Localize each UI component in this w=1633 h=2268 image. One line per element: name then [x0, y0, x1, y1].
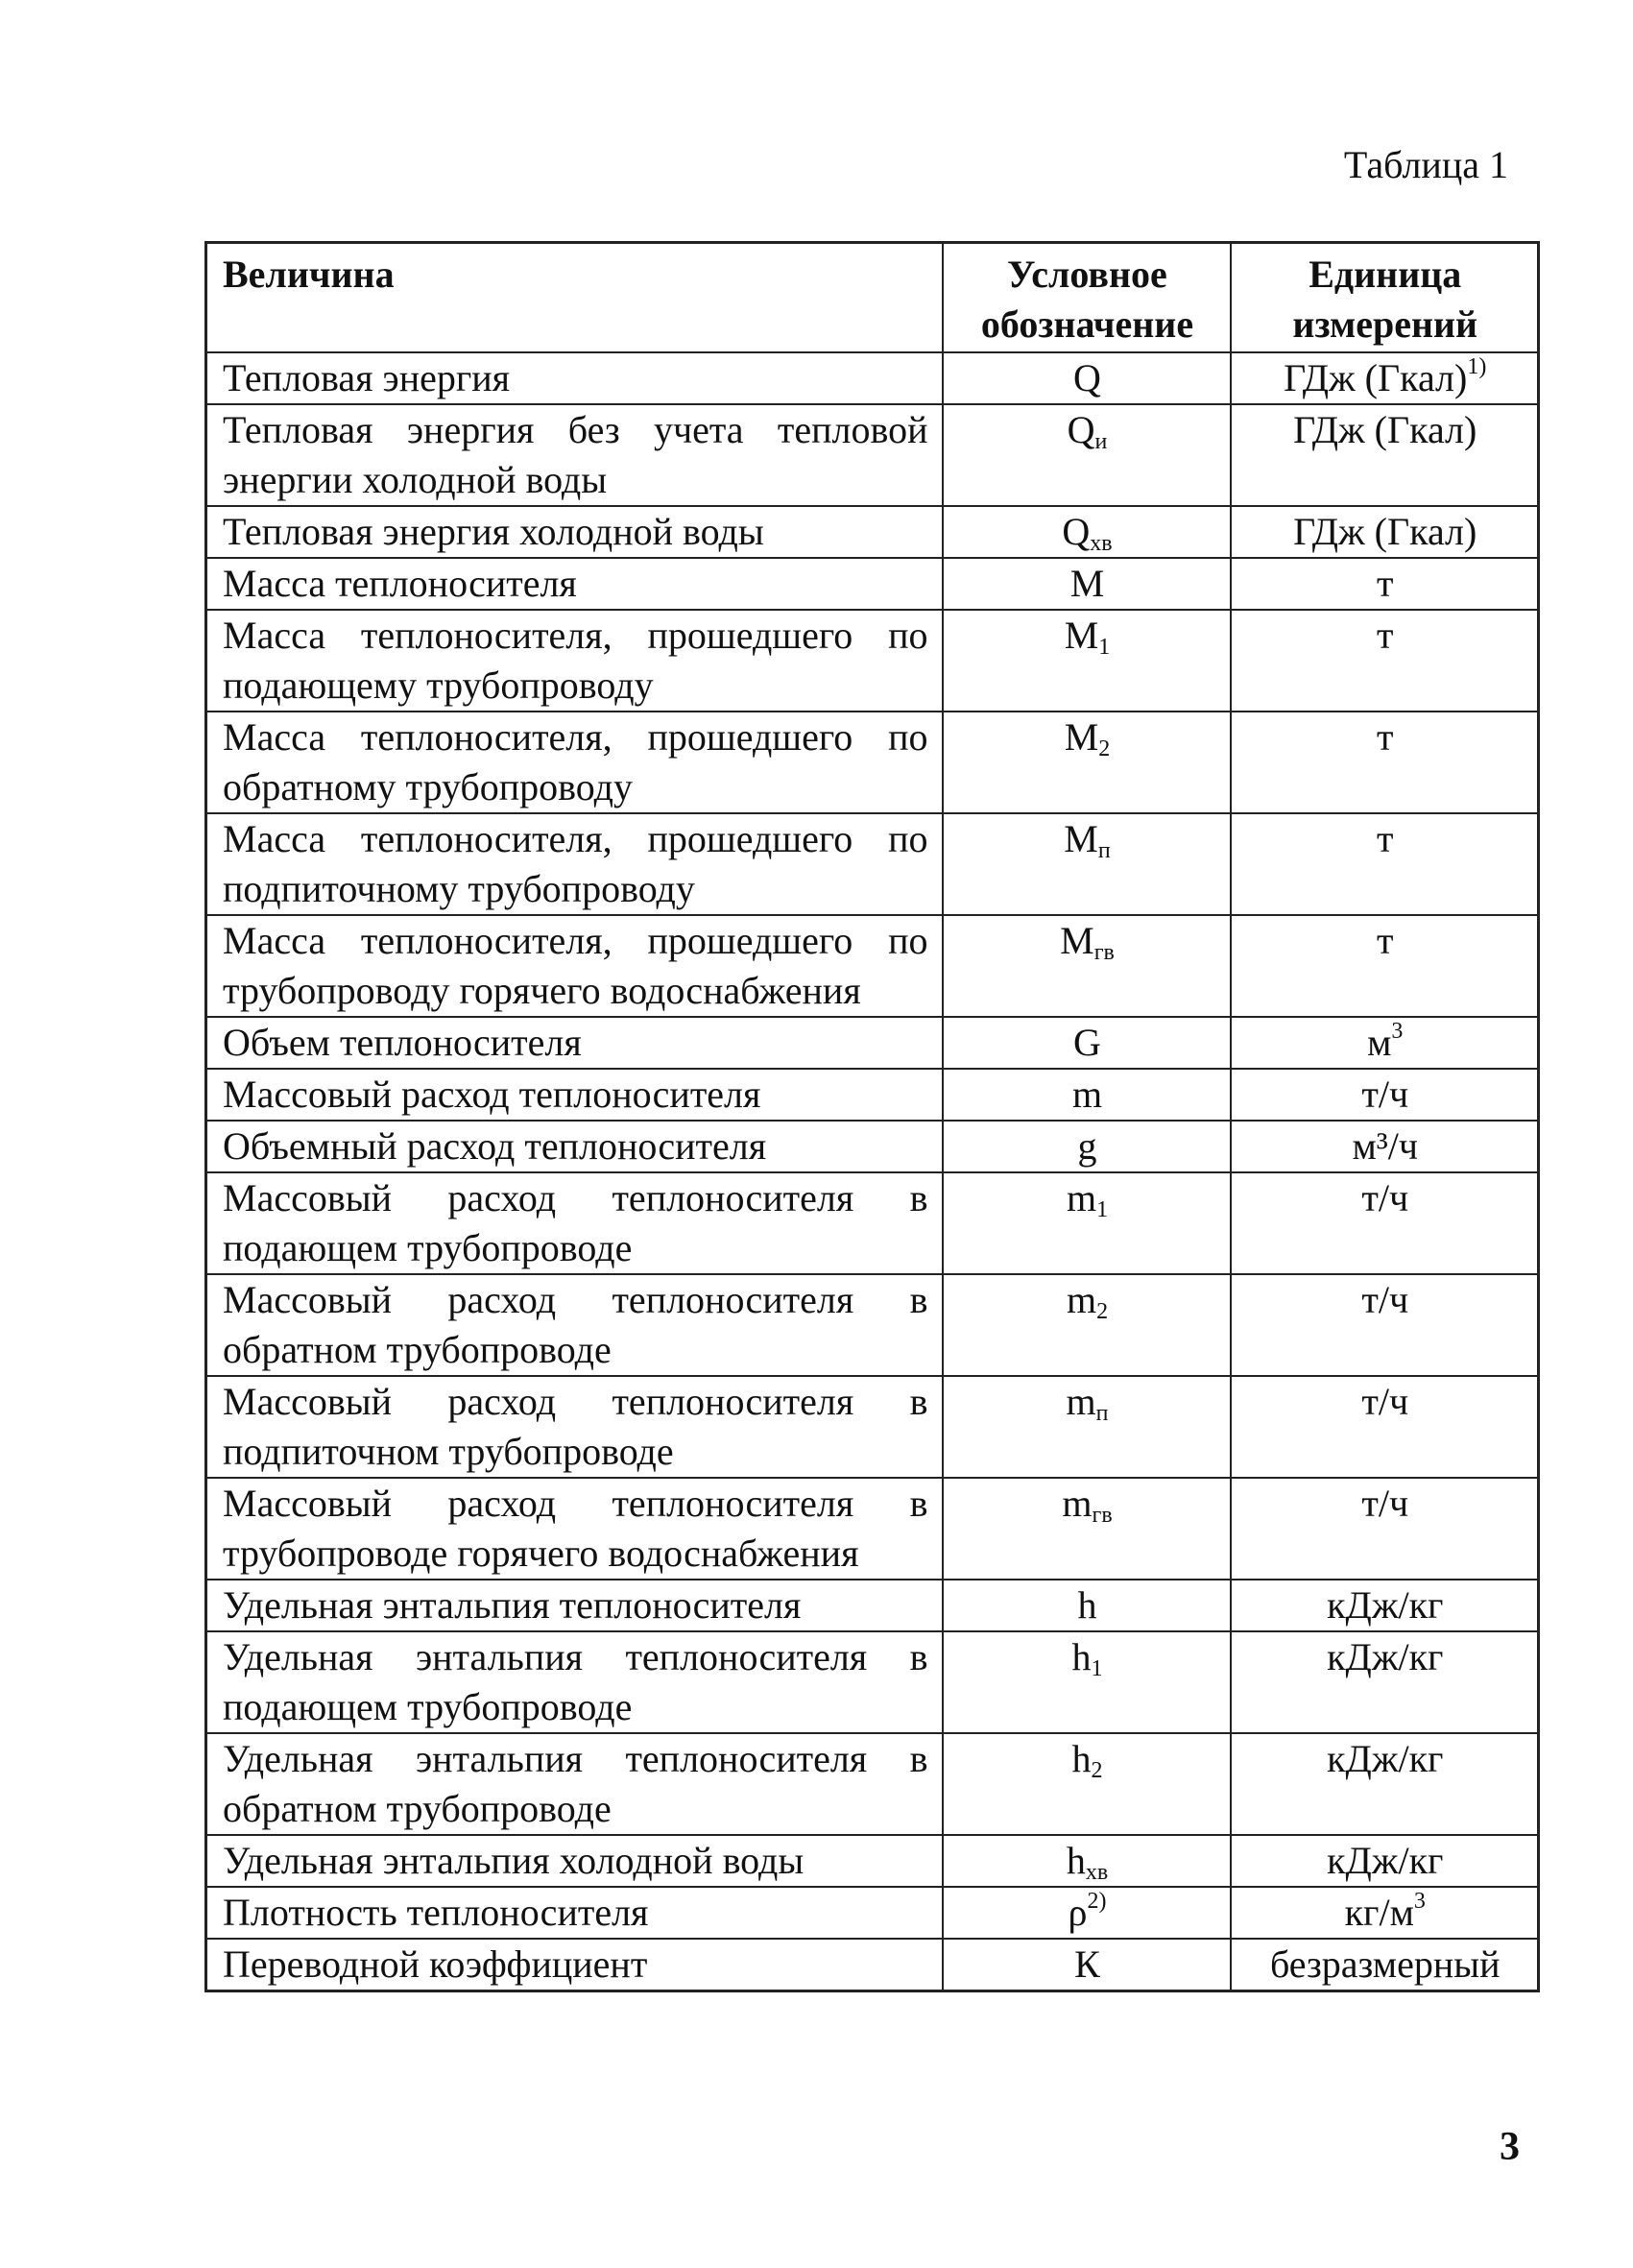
- table-row: [206, 610, 1539, 712]
- symbol-base: m: [1071, 1073, 1103, 1116]
- symbol-cell: [943, 1121, 1231, 1172]
- symbol-cell: [943, 1887, 1231, 1939]
- table-row: [206, 1733, 1539, 1835]
- table-row: [206, 1580, 1539, 1631]
- table-row: [206, 558, 1539, 610]
- unit-text: т: [1377, 817, 1394, 860]
- table-row: [206, 1172, 1539, 1274]
- symbol-base: G: [1073, 1021, 1101, 1064]
- unit-text: т: [1377, 715, 1394, 759]
- symbol-cell: [943, 1478, 1231, 1580]
- symbol-base: ρ: [1068, 1891, 1088, 1934]
- table-caption: Таблица 1: [1343, 143, 1508, 186]
- unit-superscript: 3: [1391, 1019, 1404, 1044]
- symbol-subscript: п: [1097, 838, 1111, 863]
- table-row: [206, 1939, 1539, 1991]
- unit-cell: [1231, 1069, 1539, 1121]
- symbol-cell: [943, 1069, 1231, 1121]
- unit-cell: [1231, 1121, 1539, 1172]
- unit-text: кг/м: [1344, 1891, 1414, 1934]
- quantity-name-cell: Масса теплоносителя, прошедшего по подающему трубопроводу: [206, 610, 943, 712]
- symbol-cell: [943, 1017, 1231, 1069]
- unit-cell: [1231, 1733, 1539, 1835]
- quantity-name-cell: Тепловая энергия холодной воды: [206, 506, 943, 558]
- unit-cell: [1231, 1887, 1539, 1939]
- unit-text: м: [1367, 1021, 1392, 1064]
- symbol-subscript: 2: [1096, 1299, 1109, 1324]
- table-row: [206, 1478, 1539, 1580]
- symbol-cell: [943, 712, 1231, 813]
- table-row: [206, 915, 1539, 1017]
- unit-cell: [1231, 1478, 1539, 1580]
- symbol-cell: [943, 352, 1231, 404]
- symbol-base: m: [1066, 1380, 1096, 1423]
- symbol-cell: [943, 1631, 1231, 1733]
- table-header-row: [206, 243, 1539, 353]
- unit-cell: [1231, 610, 1539, 712]
- symbol-cell: [943, 1835, 1231, 1887]
- table-row: [206, 813, 1539, 915]
- symbol-base: Q: [1073, 356, 1101, 399]
- table-row: [206, 712, 1539, 813]
- table-row: [206, 1017, 1539, 1069]
- unit-cell: [1231, 813, 1539, 915]
- unit-superscript: 1): [1467, 354, 1487, 379]
- quantity-name-cell: Удельная энтальпия теплоносителя: [206, 1580, 943, 1631]
- quantity-name-cell: Массовый расход теплоносителя в подающем трубопроводе: [206, 1172, 943, 1274]
- quantity-name-cell: Тепловая энергия: [206, 352, 943, 404]
- symbol-base: h: [1077, 1583, 1097, 1627]
- unit-cell: [1231, 1631, 1539, 1733]
- page-number: 3: [1500, 2125, 1520, 2169]
- symbol-base: К: [1074, 1942, 1100, 1986]
- symbol-base: Q: [1062, 510, 1091, 553]
- quantities-table: [204, 241, 1540, 1992]
- symbol-cell: [943, 558, 1231, 610]
- symbol-subscript: 1: [1098, 635, 1111, 660]
- unit-text: т: [1377, 919, 1394, 962]
- symbol-base: M: [1064, 614, 1099, 657]
- unit-cell: [1231, 1172, 1539, 1274]
- quantity-name-cell: Масса теплоносителя: [206, 558, 943, 610]
- unit-text: т/ч: [1361, 1176, 1409, 1219]
- table-row: [206, 1069, 1539, 1121]
- table-row: [206, 1121, 1539, 1172]
- unit-text: т: [1377, 562, 1394, 605]
- unit-cell: [1231, 1835, 1539, 1887]
- unit-text: кДж/кг: [1327, 1635, 1444, 1678]
- table-row: [206, 1887, 1539, 1939]
- symbol-cell: [943, 1274, 1231, 1376]
- symbol-cell: [943, 1376, 1231, 1478]
- symbol-cell: [943, 813, 1231, 915]
- quantity-name-cell: Тепловая энергия без учета тепловой энергии холодной воды: [206, 404, 943, 506]
- symbol-base: m: [1066, 1278, 1097, 1321]
- unit-cell: [1231, 1580, 1539, 1631]
- quantity-name-cell: Объемный расход теплоносителя: [206, 1121, 943, 1172]
- symbol-cell: [943, 1939, 1231, 1991]
- symbol-base: M: [1064, 817, 1098, 860]
- symbol-cell: [943, 1172, 1231, 1274]
- table-row: [206, 1274, 1539, 1376]
- header-quantity: Величина: [206, 243, 943, 353]
- unit-cell: [1231, 352, 1539, 404]
- symbol-subscript: 2: [1091, 1758, 1103, 1783]
- symbol-subscript: гв: [1093, 940, 1115, 965]
- unit-text: ГДж (Гкал): [1293, 510, 1477, 553]
- symbol-cell: [943, 404, 1231, 506]
- header-unit: Единица измерений: [1231, 243, 1539, 353]
- symbol-base: h: [1071, 1737, 1092, 1780]
- quantity-name-cell: Массовый расход теплоносителя в подпиточном трубопроводе: [206, 1376, 943, 1478]
- quantity-name-cell: Масса теплоносителя, прошедшего по обратному трубопроводу: [206, 712, 943, 813]
- quantity-name-cell: Массовый расход теплоносителя: [206, 1069, 943, 1121]
- symbol-cell: [943, 506, 1231, 558]
- symbol-subscript: п: [1095, 1401, 1109, 1426]
- symbol-base: h: [1066, 1839, 1086, 1882]
- symbol-subscript: 1: [1096, 1197, 1109, 1222]
- unit-text: кДж/кг: [1327, 1583, 1444, 1627]
- unit-cell: [1231, 915, 1539, 1017]
- symbol-subscript: 1: [1091, 1656, 1103, 1681]
- symbol-subscript: хв: [1085, 1860, 1109, 1885]
- symbol-cell: [943, 1580, 1231, 1631]
- unit-cell: [1231, 712, 1539, 813]
- unit-text: т: [1377, 614, 1394, 657]
- quantity-name-cell: Переводной коэффициент: [206, 1939, 943, 1991]
- quantity-name-cell: Плотность теплоносителя: [206, 1887, 943, 1939]
- symbol-base: M: [1069, 562, 1105, 605]
- symbol-cell: [943, 915, 1231, 1017]
- unit-superscript: 3: [1413, 1889, 1426, 1914]
- symbol-subscript: и: [1094, 429, 1108, 454]
- quantity-name-cell: Массовый расход теплоносителя в обратном трубопроводе: [206, 1274, 943, 1376]
- unit-text: м³/ч: [1352, 1124, 1419, 1168]
- table-row: [206, 352, 1539, 404]
- unit-text: т/ч: [1361, 1278, 1409, 1321]
- symbol-cell: [943, 610, 1231, 712]
- quantity-name-cell: Удельная энтальпия холодной воды: [206, 1835, 943, 1887]
- unit-text: кДж/кг: [1327, 1839, 1444, 1882]
- symbol-cell: [943, 1733, 1231, 1835]
- unit-cell: [1231, 558, 1539, 610]
- symbol-subscript: хв: [1090, 531, 1113, 556]
- symbol-base: h: [1071, 1635, 1092, 1678]
- unit-text: кДж/кг: [1327, 1737, 1444, 1780]
- symbol-base: M: [1064, 715, 1099, 759]
- table-row: [206, 506, 1539, 558]
- symbol-base: m: [1066, 1176, 1097, 1219]
- quantity-name-cell: Масса теплоносителя, прошедшего по подпиточному трубопроводу: [206, 813, 943, 915]
- quantity-name-cell: Удельная энтальпия теплоносителя в подающем трубопроводе: [206, 1631, 943, 1733]
- table-row: [206, 1376, 1539, 1478]
- symbol-base: m: [1062, 1482, 1093, 1525]
- unit-cell: [1231, 404, 1539, 506]
- unit-text: ГДж (Гкал): [1293, 408, 1477, 451]
- symbol-subscript: 2: [1098, 736, 1111, 761]
- symbol-base: g: [1077, 1124, 1097, 1168]
- unit-text: т/ч: [1361, 1482, 1409, 1525]
- quantities-table-container: [204, 241, 1537, 1992]
- table-row: [206, 1835, 1539, 1887]
- unit-cell: [1231, 1017, 1539, 1069]
- symbol-base: Q: [1067, 408, 1095, 451]
- quantity-name-cell: Массовый расход теплоносителя в трубопроводе горячего водоснабжения: [206, 1478, 943, 1580]
- unit-text: ГДж (Гкал): [1284, 356, 1468, 399]
- unit-cell: [1231, 1376, 1539, 1478]
- quantity-name-cell: Масса теплоносителя, прошедшего по трубопроводу горячего водоснабжения: [206, 915, 943, 1017]
- symbol-base: M: [1060, 919, 1094, 962]
- symbol-footnote-mark: 2): [1087, 1889, 1107, 1914]
- unit-text: безразмерный: [1269, 1942, 1501, 1986]
- table-body: [206, 352, 1539, 1991]
- unit-text: т/ч: [1361, 1380, 1409, 1423]
- unit-text: т/ч: [1361, 1073, 1409, 1116]
- quantity-name-cell: Объем теплоносителя: [206, 1017, 943, 1069]
- table-row: [206, 404, 1539, 506]
- table-row: [206, 1631, 1539, 1733]
- unit-cell: [1231, 1939, 1539, 1991]
- header-symbol: Условное обозначение: [943, 243, 1231, 353]
- unit-cell: [1231, 1274, 1539, 1376]
- quantity-name-cell: Удельная энтальпия теплоносителя в обратном трубопроводе: [206, 1733, 943, 1835]
- symbol-subscript: гв: [1092, 1503, 1113, 1528]
- unit-cell: [1231, 506, 1539, 558]
